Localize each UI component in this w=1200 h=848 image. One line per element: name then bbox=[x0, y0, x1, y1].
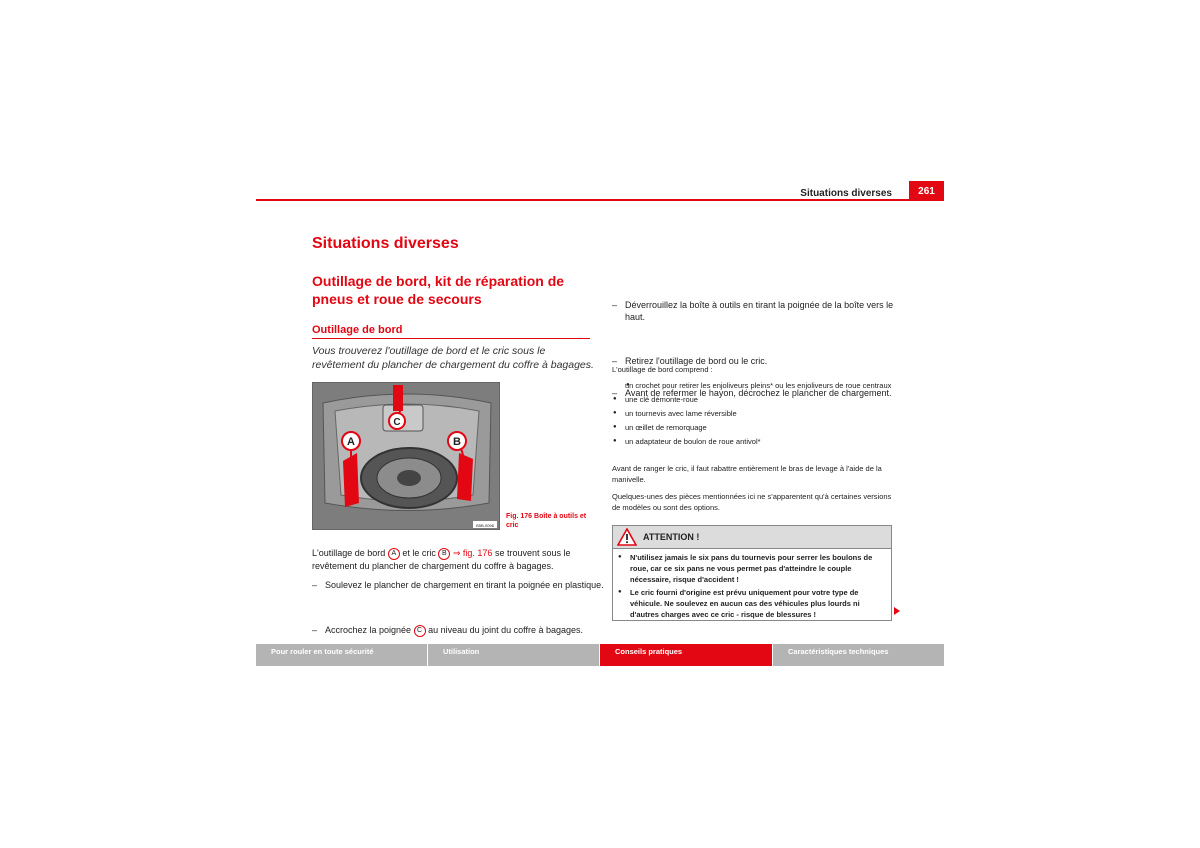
callout-a-inline: A bbox=[388, 548, 400, 560]
callout-c-inline: C bbox=[414, 625, 426, 637]
text-fragment: L'outillage de bord bbox=[312, 548, 386, 558]
section-title: Situations diverses bbox=[312, 235, 459, 252]
heading-outillage: Outillage de bord bbox=[312, 324, 403, 336]
page-number: 261 bbox=[909, 181, 944, 200]
step-text: Déverrouillez la boîte à outils en tirant la poignée de la boîte vers le haut. bbox=[625, 299, 894, 322]
list-item: ● un adaptateur de boulon de roue antivol* bbox=[612, 436, 894, 447]
warning-body bbox=[613, 549, 891, 623]
text-fragment: au niveau du joint du coffre à bagages. bbox=[428, 625, 584, 635]
continue-arrow-icon bbox=[894, 607, 900, 615]
trunk-illustration bbox=[313, 383, 500, 530]
step-hook-handle: – Accrochez la poignée C au niveau du joint du coffre à bagages. bbox=[312, 625, 584, 635]
step-text: Soulevez le plancher de chargement en tirant la poignée en plastique. bbox=[325, 580, 604, 590]
header-rule bbox=[256, 199, 944, 201]
callout-b-label: B bbox=[453, 436, 461, 448]
list-item: ● un crochet pour retirer les enjoliveurs pleins* ou les enjoliveurs de roue centraux bbox=[612, 380, 894, 391]
text-fragment: Accrochez la poignée bbox=[325, 625, 412, 635]
step-unhook-floor: – Avant de refermer le hayon, décrochez le plancher de chargement. bbox=[612, 387, 892, 398]
footer-tab-securite[interactable]: Pour rouler en toute sécurité bbox=[256, 644, 427, 666]
step-text: Retirez l'outillage de bord ou le cric. bbox=[625, 355, 768, 366]
step-unlock-toolbox: – Déverrouillez la boîte à outils en tirant la poignée de la boîte vers le haut. bbox=[612, 299, 894, 322]
toolkit-list bbox=[612, 380, 894, 447]
trunk-figure bbox=[312, 382, 500, 530]
running-header-title: Situations diverses bbox=[800, 188, 892, 199]
subsection-title: Outillage de bord, kit de réparation de pneus et roue de secours bbox=[312, 273, 565, 307]
warning-header bbox=[613, 526, 891, 549]
callout-a-label: A bbox=[347, 436, 355, 448]
warning-item: ● N'utilisez jamais le six pans du tournevis pour serrer les boulons de roue, car ce six pans ne vous permet pas d'atteindre le couple nécessaire, risque d'accident ! bbox=[617, 552, 887, 585]
list-item: ● un tournevis avec lame réversible bbox=[612, 408, 894, 419]
warning-title: ATTENTION ! bbox=[643, 532, 700, 542]
step-lift-floor: – Soulevez le plancher de chargement en tirant la poignée en plastique. bbox=[312, 580, 604, 590]
warning-item: ● Le cric fourni d'origine est prévu uniquement pour votre type de véhicule. Ne soulevez en aucun cas des véhicules plus lourds ni d'autres charges avec ce cric - risque de blessures ! bbox=[617, 587, 887, 620]
step-text: Avant de refermer le hayon, décrochez le plancher de chargement. bbox=[625, 387, 892, 398]
heading-rule bbox=[312, 338, 590, 339]
para-tool-location bbox=[312, 547, 592, 572]
list-item: ● une clé démonte-roue bbox=[612, 394, 894, 405]
figure-caption: Fig. 176 Boîte à outils et cric bbox=[506, 513, 587, 529]
figure-reference-link[interactable]: ⇒ fig. 176 bbox=[452, 548, 493, 558]
intro-paragraph: Vous trouverez l'outillage de bord et le cric sous le revêtement du plancher de chargement du coffre à bagages. bbox=[312, 345, 594, 371]
footer-tab-utilisation[interactable]: Utilisation bbox=[428, 644, 599, 666]
step-remove-tools: – Retirez l'outillage de bord ou le cric. bbox=[612, 355, 768, 366]
para-options-note: Quelques-unes des pièces mentionnées ici ne s'apparentent qu'à certaines versions de modèles ou sont des options. bbox=[612, 492, 892, 512]
callout-c-label: C bbox=[393, 417, 401, 428]
warning-box bbox=[612, 525, 892, 621]
para-jack-storage: Avant de ranger le cric, il faut rabattre entièrement le bras de levage à l'aide de la manivelle. bbox=[612, 464, 882, 484]
list-intro: L'outillage de bord comprend : bbox=[612, 365, 713, 374]
text-fragment: et le cric bbox=[402, 548, 436, 558]
text-fragment: se trouvent sous le revêtement du plancher de chargement du coffre à bagages. bbox=[312, 548, 571, 571]
callout-b-inline: B bbox=[438, 548, 450, 560]
list-item: ● un œillet de remorquage bbox=[612, 422, 894, 433]
warning-triangle-icon bbox=[617, 528, 637, 546]
figure-code: B5B-0098 bbox=[476, 523, 494, 528]
footer-tab-caracteristiques[interactable]: Caractéristiques techniques bbox=[773, 644, 944, 666]
footer-tab-conseils[interactable]: Conseils pratiques bbox=[600, 644, 772, 666]
